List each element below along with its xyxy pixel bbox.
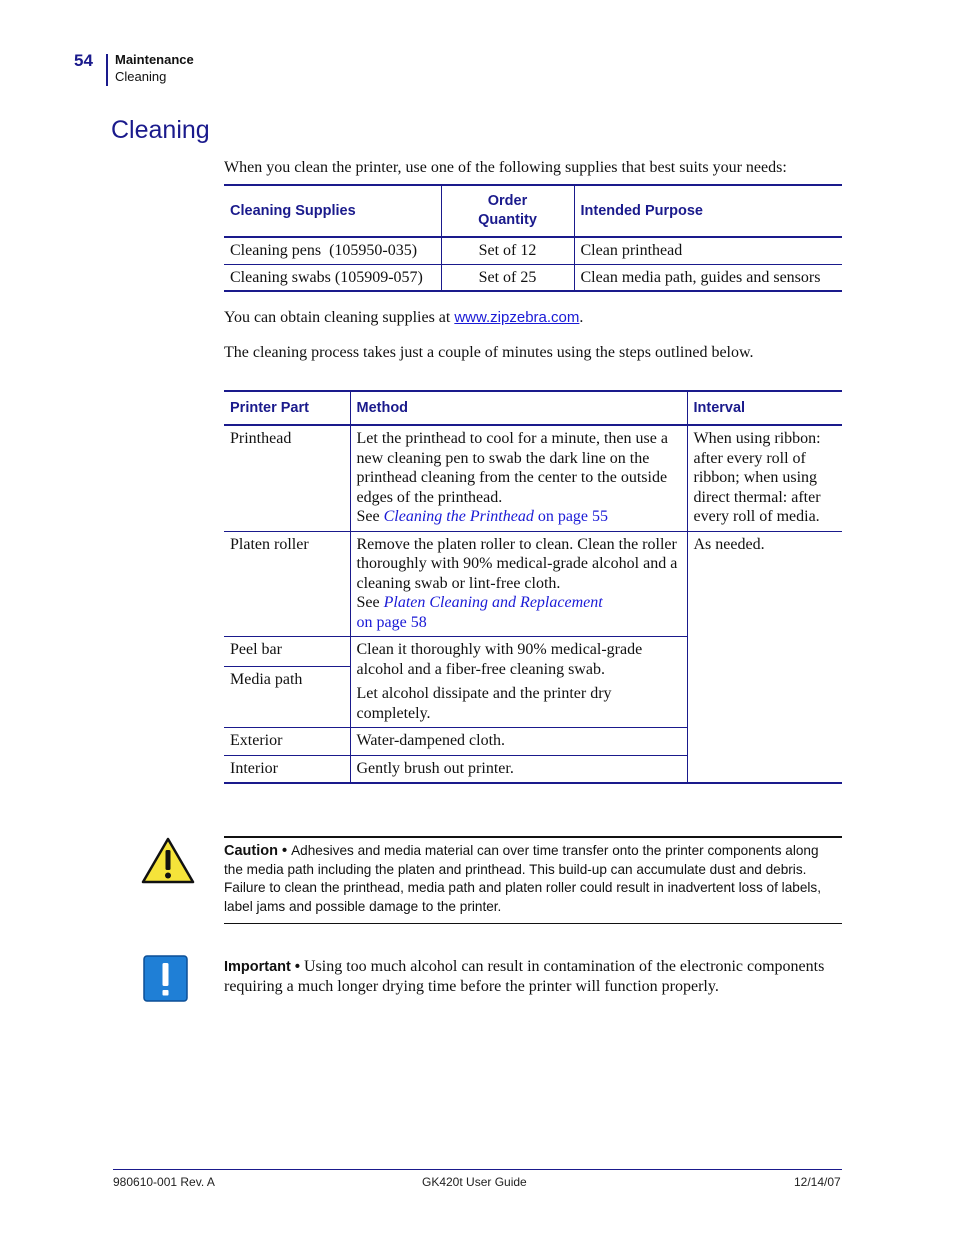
header-subsection: Cleaning <box>115 69 167 84</box>
footer-rule <box>113 1169 842 1170</box>
warning-triangle-icon <box>141 837 195 890</box>
table-cell: Cleaning pens (105950-035) <box>224 237 441 264</box>
column-header: Method <box>350 391 687 425</box>
table-row <box>224 531 842 637</box>
obtain-suffix: . <box>579 309 584 326</box>
xref-title: Platen Cleaning and Replacement <box>383 594 603 611</box>
important-body: Using too much alcohol can result in contamination of the electronic components requiring a much longer drying time before the printer will function properly. <box>224 958 825 995</box>
table-cell: Set of 25 <box>441 264 574 291</box>
xref-platen-cleaning-link[interactable] <box>357 594 603 631</box>
column-header: Interval <box>687 391 842 425</box>
process-text: The cleaning process takes just a couple of minutes using the steps outlined below. <box>224 344 754 361</box>
interval-cell: When using ribbon: after every roll of ribbon; when using direct thermal: after every roll of media. <box>687 425 842 531</box>
part-cell: Printhead <box>224 425 350 531</box>
caution-bottom-rule <box>224 923 842 924</box>
xref-page: on page 58 <box>356 613 427 631</box>
table-cell: Cleaning swabs (105909-057) <box>224 264 441 291</box>
column-header <box>441 185 574 237</box>
page-title: Cleaning <box>111 116 210 144</box>
method-cell <box>350 637 687 728</box>
part-cell: Media path <box>224 667 350 728</box>
obtain-prefix: You can obtain cleaning supplies at <box>224 309 455 326</box>
table-row <box>224 237 842 264</box>
method-text: Clean it thoroughly with 90% medical-grade alcohol and a fiber-free cleaning swab. <box>356 641 643 678</box>
column-header: Cleaning Supplies <box>224 185 441 237</box>
table-cell: Clean media path, guides and sensors <box>574 264 842 291</box>
zipzebra-link[interactable]: www.zipzebra.com <box>454 309 580 326</box>
method-cell: Gently brush out printer. <box>350 755 687 783</box>
method-cell <box>350 425 687 531</box>
footer-date: 12/14/07 <box>794 1175 841 1189</box>
part-cell: Peel bar <box>224 637 350 667</box>
exclamation-icon <box>143 955 188 1007</box>
see-label: See <box>356 508 384 525</box>
table-header-row <box>224 391 842 425</box>
method-text: Let the printhead to cool for a minute, then use a new cleaning pen to swab the dark line on the printhead cleaning from the center to the outside edges of the printhead. <box>356 430 668 506</box>
caution-body: Adhesives and media material can over time transfer onto the printer components along the media path including the platen and printhead. This build-up can accumulate dust and debris. Failure to clean the printhead, media path and platen roller could result in inadvertent loss of labels, label jams and possible damage to the printer. <box>224 843 821 914</box>
obtain-text <box>224 308 583 328</box>
see-label: See <box>356 594 384 611</box>
table-row <box>224 425 842 531</box>
footer-doc-number: 980610-001 Rev. A <box>113 1175 215 1189</box>
xref-title: Cleaning the Printhead <box>383 508 534 525</box>
important-note <box>224 957 842 997</box>
table-cell: Set of 12 <box>441 237 574 264</box>
table-cell: Clean printhead <box>574 237 842 264</box>
xref-cleaning-printhead-link[interactable] <box>384 508 608 525</box>
part-cell: Interior <box>224 755 350 783</box>
table-header-row <box>224 185 842 237</box>
method-text: Let alcohol dissipate and the printer dry completely. <box>356 685 612 722</box>
method-text: Remove the platen roller to clean. Clean the roller thoroughly with 90% medical-grade alcohol and a cleaning swab or lint-free cloth. <box>356 535 678 592</box>
method-cell: Water-dampened cloth. <box>350 728 687 756</box>
supplies-table <box>224 184 842 292</box>
column-header: Intended Purpose <box>574 185 842 237</box>
caution-label: Caution • <box>224 843 292 859</box>
footer-guide-title: GK420t User Guide <box>422 1175 527 1189</box>
intro-text: When you clean the printer, use one of the following supplies that best suits your needs: <box>224 159 787 176</box>
part-cell: Platen roller <box>224 531 350 637</box>
caution-top-rule <box>224 836 842 838</box>
header-section: Maintenance <box>115 52 194 67</box>
header-divider <box>106 54 108 86</box>
xref-page: on page 55 <box>533 508 609 525</box>
table-row <box>224 264 842 291</box>
important-label: Important • <box>224 959 304 975</box>
column-header: Printer Part <box>224 391 350 425</box>
interval-cell: As needed. <box>687 531 842 783</box>
part-cell: Exterior <box>224 728 350 756</box>
method-cell <box>350 531 687 637</box>
caution-note <box>224 842 834 916</box>
column-header-text: Order Quantity <box>478 193 537 228</box>
page-number: 54 <box>74 51 93 70</box>
methods-table <box>224 390 842 784</box>
